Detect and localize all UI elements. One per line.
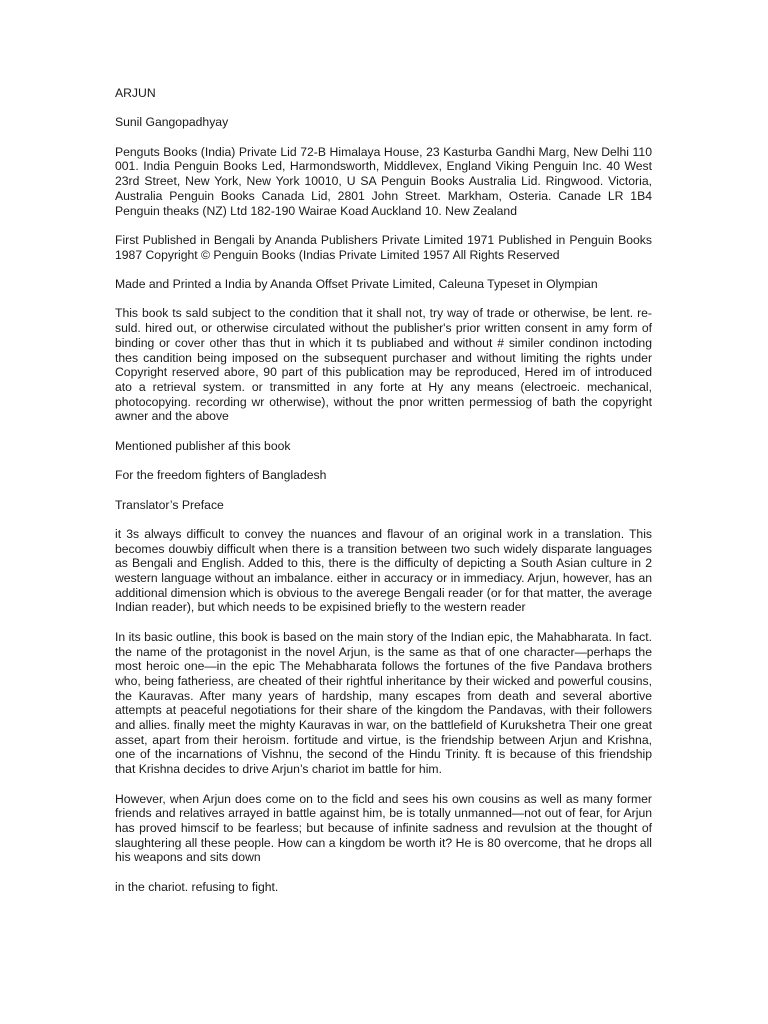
document-page bbox=[115, 86, 652, 909]
preface-paragraph-2: In its basic outline, this book is based on the main story of the Indian epic, the Mahabharata. In fact. the name of the protagonist in the novel Arjun, is the same as that of one character—perhaps the most heroic one—in the epic The Mehabharata follows the fortunes of the five Pandava brothers who, being fatheriess, are cheated of their rightful inheritance by their wicked and powerful cousins, the Kauravas. After many years of hardship, many escapes from death and several abortive attempts at peaceful negotiations for their share of the kingdom the Pandavas, with their followers and allies. finally meet the mighty Kauravas in war, on the battlefield of Kurukshetra Their one great asset, apart from their heroism. fortitude and virtue, is the friendship between Arjun and Krishna, one of the incarnations of Vishnu, the second of the Hindu Trinity. ft is because of this friendship that Krishna decides to drive Arjun’s chariot im battle for him. bbox=[115, 629, 652, 777]
publisher-mention: Mentioned publisher af this book bbox=[115, 438, 291, 453]
preface-paragraph-3: However, when Arjun does come on to the ficld and sees his own cousins as well as many former friends and relatives arrayed in battle against him, be is totally unmanned—not out of fear, for Arjun has proved himscif to be fearless; but because of infinite sadness and revulsion at the thought of slaughtering all these people. How can a kingdom be worth it? He is 80 overcome, that he drops all his weapons and sits down bbox=[115, 791, 652, 865]
printed-notice: Made and Printed a India by Ananda Offset Private Limited, Caleuna Typeset in Olympian bbox=[115, 277, 598, 292]
book-author: Sunil Gangopadhyay bbox=[115, 115, 229, 130]
sale-conditions: This book ts sald subject to the condition that it shall not, try way of trade or otherwise, be lent. re-suld. hired out, or otherwise circulated without the publisher's prior written consent in amy form of binding or cover other thas thut in which it ts publiabed and without # similer condinon inctoding thes candition being imposed on the subsequent purchaser and without limiting the rights under Copyright reserved abore, 90 part of this publication may be reproduced, Hered im of introduced ato a retrieval system. or transmitted in any forte at Hy any means (electroeic. mechanical, photocopying. recording wr otherwise), without the pnor written permessiog of bath the copyright awner and the above bbox=[115, 306, 652, 424]
dedication: For the freedom fighters of Bangladesh bbox=[115, 468, 327, 483]
preface-paragraph-1: it 3s always difficult to convey the nuances and flavour of an original work in a translation. This becomes douwbiy difficult when there is a transition between two such widely disparate languages as Bengali and English. Added to this, there is the difficulty of depicting a South Asian culture in 2 western language without an imbalance. either in accuracy or in immediacy. Arjun, however, has an additional dimension which is obvious to the averege Bengali reader (or for that matter, the average Indian reader), but which needs to be expisined briefly to the western reader bbox=[115, 526, 652, 615]
preface-paragraph-4: in the chariot. refusing to fight. bbox=[115, 879, 279, 894]
preface-heading: Translator’s Preface bbox=[115, 497, 224, 512]
book-title: ARJUN bbox=[115, 86, 156, 100]
first-published-notice: First Published in Bengali by Ananda Publishers Private Limited 1971 Published in Penguin Books 1987 Copyright © Penguin Books (Indias Private Limited 1957 All Rights Reserved bbox=[115, 232, 652, 262]
publisher-info: Penguts Books (India) Private Lid 72-B Himalaya House, 23 Kasturba Gandhi Marg, New Delhi 110 001. India Penguin Books Led, Harmondsworth, Middlevex, England Viking Penguin Inc. 40 West 23rd Street, New York, New York 10010, U SA Penguin Books Australia Lid. Ringwood. Victoria, Australia Penguin Books Canada Lid, 2801 John Street. Markham, Osteria. Canade LR 1B4 Penguin theaks (NZ) Ltd 182-190 Wairae Koad Auckland 10. New Zealand bbox=[115, 144, 652, 218]
